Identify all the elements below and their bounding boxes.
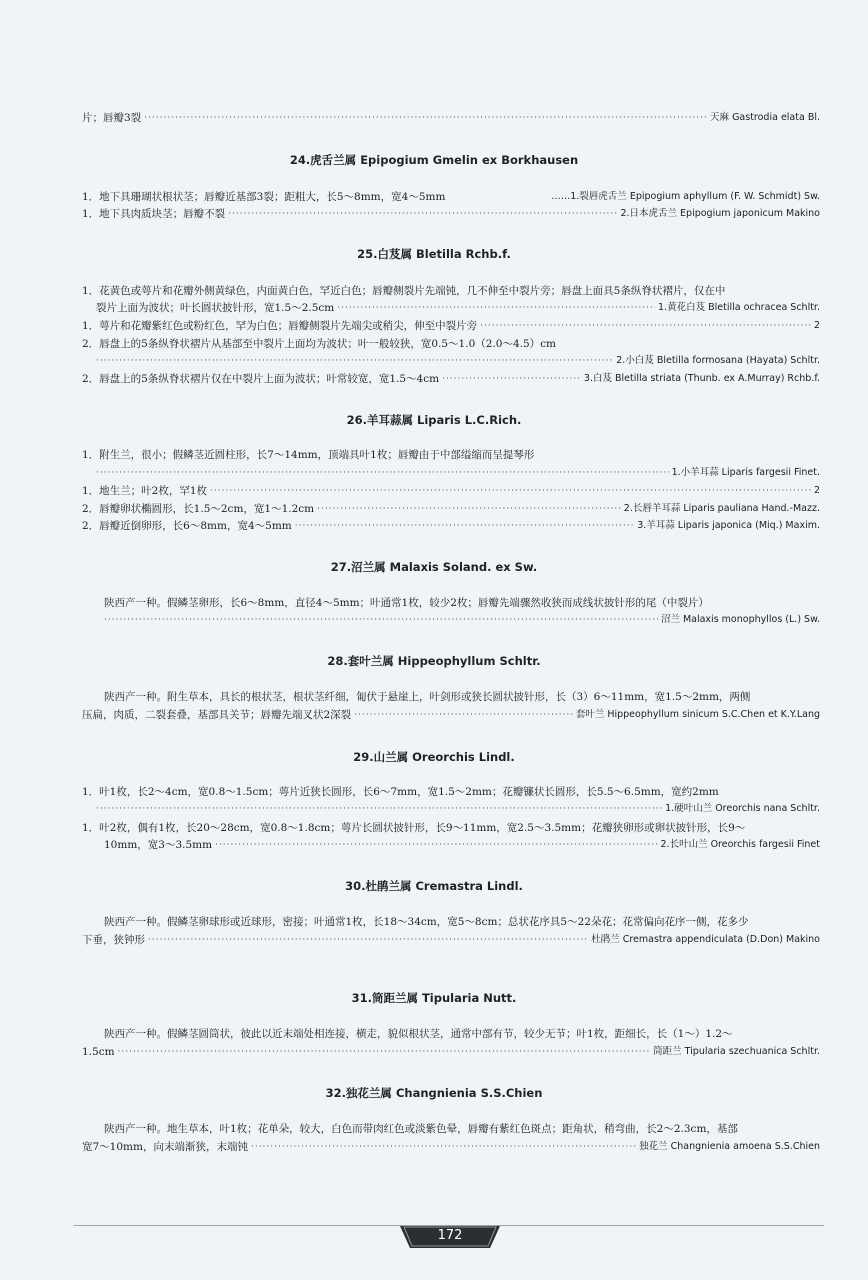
section-heading-29: 29.山兰属 Oreorchis Lindl. bbox=[353, 750, 515, 764]
key-result: 筒距兰 Tipularia szechuanica Schltr. bbox=[653, 1046, 820, 1057]
leader-dots bbox=[118, 1045, 651, 1059]
key-text: 1．附生兰，很小；假鳞茎近圆柱形，长7～14mm，顶端具叶1枚；唇瓣由于中部缢缩而呈提琴形 bbox=[82, 449, 535, 461]
key-result: 2 bbox=[813, 485, 820, 496]
key-line bbox=[82, 284, 820, 298]
leader-dots bbox=[96, 466, 669, 480]
section-heading-31: 31.筒距兰属 Tipularia Nutt. bbox=[351, 991, 517, 1005]
key-line bbox=[82, 502, 820, 516]
key-text: 10mm，宽3～3.5mm bbox=[104, 839, 213, 851]
key-text: 1．叶1枚，长2～4cm，宽0.8～1.5cm；萼片近狭长圆形，长6～7mm，宽1.5～2mm；花瓣镰状长圆形，长5.5～6.5mm，宽约2mm bbox=[82, 786, 719, 798]
leader-dots bbox=[148, 933, 588, 947]
key-text: 裂片上面为波状；叶长圆状披针形，宽1.5～2.5cm bbox=[96, 302, 335, 314]
leader-dots bbox=[354, 708, 573, 722]
key-line bbox=[82, 319, 820, 333]
section-heading-26: 26.羊耳蒜属 Liparis L.C.Rich. bbox=[346, 413, 522, 427]
key-line bbox=[82, 301, 820, 315]
key-text: 1．萼片和花瓣紫红色或粉红色，罕为白色；唇瓣侧裂片先端尖或稍尖，伸至中裂片旁 bbox=[82, 320, 478, 332]
paragraph-text: 陕西产一种。假鳞茎卵形，长6～8mm，直径4～5mm；叶通常1枚，较少2枚；唇瓣先端骤然收狭而成线状披针形的尾（中裂片） bbox=[104, 597, 709, 609]
key-text: 2．唇瓣卵状椭圆形，长1.5～2cm，宽1～1.2cm bbox=[82, 503, 315, 515]
key-result: 3.羊耳蒜 Liparis japonica (Miq.) Maxim. bbox=[637, 520, 820, 531]
paragraph-line bbox=[82, 1027, 820, 1041]
key-line bbox=[82, 354, 820, 368]
section-heading-28: 28.套叶兰属 Hippeophyllum Schltr. bbox=[327, 654, 541, 668]
page-number-badge bbox=[400, 1226, 500, 1248]
paragraph-line bbox=[82, 915, 820, 929]
paragraph-line bbox=[82, 596, 820, 610]
leader-dots bbox=[96, 802, 662, 816]
key-line-carryover bbox=[82, 111, 820, 125]
key-line bbox=[82, 838, 820, 852]
paragraph-text: 陕西产一种。假鳞茎卵球形或近球形，密接；叶通常1枚，长18～34cm，宽5～8cm；总状花序具5～22朵花；花常偏向花序一侧，花多少 bbox=[104, 916, 749, 928]
section-heading-25: 25.白芨属 Bletilla Rchb.f. bbox=[357, 247, 511, 261]
leader-dots bbox=[295, 519, 634, 533]
section-heading-27: 27.沼兰属 Malaxis Soland. ex Sw. bbox=[330, 560, 538, 574]
key-result: 1.小羊耳蒜 Liparis fargesii Finet. bbox=[671, 467, 820, 478]
section-heading-30: 30.杜鹃兰属 Cremastra Lindl. bbox=[345, 879, 523, 893]
leader-dots bbox=[104, 613, 658, 627]
leader-dots bbox=[317, 502, 621, 516]
key-result: 1.硬叶山兰 Oreorchis nana Schltr. bbox=[665, 803, 820, 814]
key-text: 1．叶2枚，偶有1枚，长20～28cm，宽0.8～1.8cm；萼片长圆状披针形，长9～11mm，宽2.5～3.5mm；花瓣狭卵形或卵状披针形，长9～ bbox=[82, 822, 746, 834]
leader-dots bbox=[215, 838, 657, 852]
key-line bbox=[82, 1045, 820, 1059]
paragraph-text: 下垂，狭钟形 bbox=[82, 934, 145, 946]
key-line bbox=[82, 190, 820, 204]
key-line bbox=[82, 613, 820, 627]
key-text: 1．花黄色或萼片和花瓣外侧黄绿色，内面黄白色，罕近白色；唇瓣侧裂片先端钝，几不伸至中裂片旁；唇盘上面具5条纵脊状褶片，仅在中 bbox=[82, 285, 726, 297]
leader-dots bbox=[210, 484, 811, 498]
section-heading-24: 24.虎舌兰属 Epipogium Gmelin ex Borkhausen bbox=[289, 153, 579, 167]
key-result: 2.长叶山兰 Oreorchis fargesii Finet bbox=[660, 839, 820, 850]
leader-dots bbox=[228, 207, 617, 221]
key-result: 2.日本虎舌兰 Epipogium japonicum Makino bbox=[620, 208, 820, 219]
paragraph-text: 宽7～10mm，向末端渐狭，末端钝 bbox=[82, 1141, 248, 1153]
key-line bbox=[82, 448, 820, 462]
key-line bbox=[82, 708, 820, 722]
key-result: 独花兰 Changnienia amoena S.S.Chien bbox=[639, 1141, 820, 1152]
page-number: 172 bbox=[437, 1228, 463, 1243]
key-text: 2．唇瓣近倒卵形，长6～8mm，宽4～5mm bbox=[82, 520, 292, 532]
key-result: 杜鹃兰 Cremastra appendiculata (D.Don) Makino bbox=[591, 934, 820, 945]
leader-dots bbox=[251, 1140, 636, 1154]
section-heading-32: 32.独花兰属 Changnienia S.S.Chien bbox=[325, 1086, 543, 1100]
key-result: 套叶兰 Hippeophyllum sinicum S.C.Chen et K.Y.Lang bbox=[575, 709, 820, 720]
key-line bbox=[82, 207, 820, 221]
key-text: 1．地下具珊瑚状根状茎；唇瓣近基部3裂；距粗大，长5～8mm，宽4～5mm bbox=[82, 191, 446, 203]
key-text: 2．唇盘上的5条纵脊状褶片仅在中裂片上面为波状；叶常较宽，宽1.5～4cm bbox=[82, 373, 440, 385]
key-line bbox=[82, 785, 820, 799]
key-result: 3.白芨 Bletilla striata (Thunb. ex A.Murray) Rchb.f. bbox=[583, 373, 820, 384]
key-line bbox=[82, 372, 820, 386]
key-result: 2.小白芨 Bletilla formosana (Hayata) Schltr. bbox=[616, 355, 820, 366]
key-line bbox=[82, 802, 820, 816]
paragraph-text: 陕西产一种。附生草本，具长的根状茎，根状茎纤细，匍伏于悬崖上，叶剑形或狭长圆状披针形，长（3）6～11mm，宽1.5～2mm，两侧 bbox=[104, 691, 751, 703]
key-line bbox=[82, 933, 820, 947]
leader-dots bbox=[144, 111, 707, 125]
leader-dots bbox=[480, 319, 811, 333]
leader-dots bbox=[442, 372, 581, 386]
key-text: 2．唇盘上的5条纵脊状褶片从基部至中裂片上面均为波状；叶一般较狭，宽0.5～1.0（2.0～4.5）cm bbox=[82, 338, 556, 350]
key-line bbox=[82, 519, 820, 533]
paragraph-text: 陕西产一种。假鳞茎圆筒状，彼此以近末端处相连接，横走，貌似根状茎，通常中部有节，较少无节；叶1枚，距细长，长（1～）1.2～ bbox=[104, 1028, 733, 1040]
leader-dots bbox=[337, 301, 655, 315]
key-text: 1．地生兰；叶2枚，罕1枚 bbox=[82, 485, 208, 497]
paragraph-text: 1.5cm bbox=[82, 1046, 115, 1058]
paragraph-text: 压扁，肉质，二裂套叠，基部具关节；唇瓣先端叉状2深裂 bbox=[82, 709, 352, 721]
key-result: 2 bbox=[813, 320, 820, 331]
paragraph-line bbox=[82, 1122, 820, 1136]
key-line bbox=[82, 466, 820, 480]
key-result: 天麻 Gastrodia elata Bl. bbox=[710, 112, 820, 123]
key-line bbox=[82, 337, 820, 351]
key-result: 1.黄花白芨 Bletilla ochracea Schltr. bbox=[658, 302, 820, 313]
key-line bbox=[82, 484, 820, 498]
key-result: ……1.裂唇虎舌兰 Epipogium aphyllum (F. W. Schmidt) Sw. bbox=[551, 191, 820, 202]
key-line bbox=[82, 1140, 820, 1154]
key-line bbox=[82, 821, 820, 835]
key-result: 2.长唇羊耳蒜 Liparis pauliana Hand.-Mazz. bbox=[623, 503, 820, 514]
key-text: 片；唇瓣3裂 bbox=[82, 112, 142, 124]
leader-dots bbox=[96, 354, 613, 368]
key-result: 沼兰 Malaxis monophyllos (L.) Sw. bbox=[660, 614, 820, 625]
key-text: 1．地下具肉质块茎；唇瓣不裂 bbox=[82, 208, 226, 220]
paragraph-text: 陕西产一种。地生草本，叶1枚；花单朵，较大，白色而带肉红色或淡紫色晕，唇瓣有紫红色斑点；距角状，稍弯曲，长2～2.3cm，基部 bbox=[104, 1123, 738, 1135]
paragraph-line bbox=[82, 690, 820, 704]
